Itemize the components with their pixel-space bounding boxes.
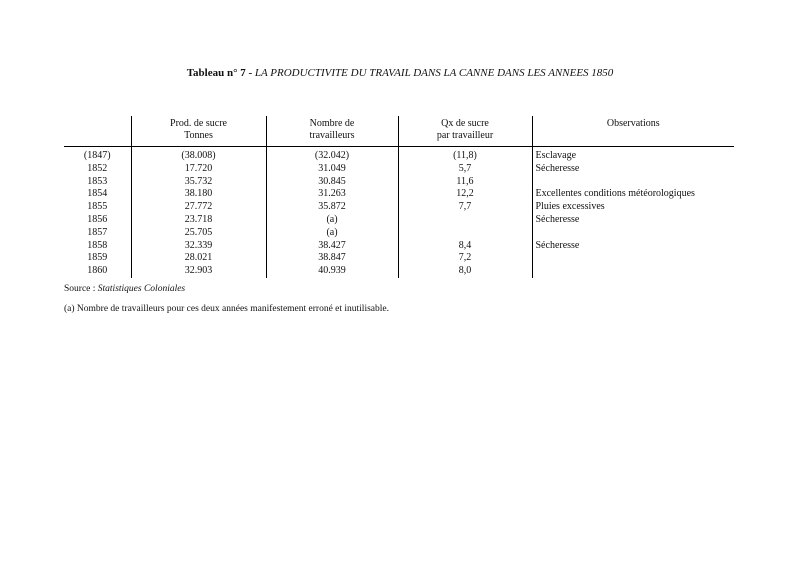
source-label: Source : [64, 284, 98, 294]
cell-workers: (a) [266, 214, 398, 227]
table-row [64, 176, 734, 189]
header-observations: Observations [532, 116, 734, 147]
cell-year: 1854 [87, 188, 108, 200]
cell-year: 1855 [87, 201, 108, 213]
cell-quintals [398, 214, 532, 227]
cell-workers: (32.042) [266, 147, 398, 163]
cell-production: 23.718 [131, 214, 266, 227]
header-production: Prod. de sucre Tonnes [131, 116, 266, 147]
cell-workers: 38.847 [266, 252, 398, 265]
cell-observation: Esclavage [532, 147, 734, 163]
cell-quintals: 7,7 [398, 201, 532, 214]
cell-quintals: 11,6 [398, 176, 532, 189]
cell-production: 38.180 [131, 188, 266, 201]
table-row [64, 214, 734, 227]
cell-quintals: 5,7 [398, 163, 532, 176]
cell-workers: (a) [266, 227, 398, 240]
cell-production: 25.705 [131, 227, 266, 240]
cell-observation [532, 176, 734, 189]
cell-observation: Excellentes conditions météorologiques [532, 188, 734, 201]
cell-year: 1852 [87, 162, 108, 174]
cell-year: 1853 [87, 175, 108, 187]
cell-quintals: 12,2 [398, 188, 532, 201]
cell-quintals: 7,2 [398, 252, 532, 265]
cell-quintals: 8,0 [398, 265, 532, 278]
table-number-label: Tableau n° 7 - [186, 67, 255, 79]
source-name: Statistiques Coloniales [97, 284, 186, 294]
cell-production: 27.772 [131, 201, 266, 214]
cell-production: 32.903 [131, 265, 266, 278]
cell-year: 1860 [87, 265, 108, 277]
cell-production: 28.021 [131, 252, 266, 265]
cell-production: 32.339 [131, 240, 266, 253]
table-title-text: LA PRODUCTIVITE DU TRAVAIL DANS LA CANNE DANS LES ANNEES 1850 [254, 67, 614, 79]
table-row [64, 240, 734, 253]
header-workers: Nombre de travailleurs [266, 116, 398, 147]
cell-observation [532, 227, 734, 240]
header-quintals-per-worker: Qx de sucre par travailleur [398, 116, 532, 147]
cell-observation [532, 265, 734, 278]
table-title [0, 67, 800, 79]
cell-observation: Sécheresse [532, 240, 734, 253]
cell-year: 1859 [87, 252, 108, 264]
cell-workers: 40.939 [266, 265, 398, 278]
table-row [64, 147, 734, 163]
cell-year: 1857 [87, 226, 108, 238]
cell-workers: 35.872 [266, 201, 398, 214]
footnote: (a) Nombre de travailleurs pour ces deux années manifestement erroné et inutilisable. [64, 304, 389, 314]
table-row [64, 188, 734, 201]
cell-workers: 30.845 [266, 176, 398, 189]
cell-observation [532, 252, 734, 265]
source-line [64, 284, 185, 294]
cell-observation: Sécheresse [532, 214, 734, 227]
table-row [64, 201, 734, 214]
cell-production: (38.008) [131, 147, 266, 163]
cell-year: (1847) [83, 150, 111, 161]
productivity-table [64, 116, 734, 278]
header-year [64, 116, 131, 147]
cell-production: 35.732 [131, 176, 266, 189]
cell-workers: 31.049 [266, 163, 398, 176]
cell-production: 17.720 [131, 163, 266, 176]
cell-year: 1856 [87, 213, 108, 225]
header-row [64, 116, 734, 147]
table-row [64, 252, 734, 265]
cell-quintals: (11,8) [398, 147, 532, 163]
table-row [64, 227, 734, 240]
table-row [64, 163, 734, 176]
cell-year: 1858 [87, 239, 108, 251]
cell-observation: Pluies excessives [532, 201, 734, 214]
cell-quintals: 8,4 [398, 240, 532, 253]
cell-workers: 31.263 [266, 188, 398, 201]
table-row [64, 265, 734, 278]
cell-quintals [398, 227, 532, 240]
cell-observation: Sécheresse [532, 163, 734, 176]
cell-workers: 38.427 [266, 240, 398, 253]
